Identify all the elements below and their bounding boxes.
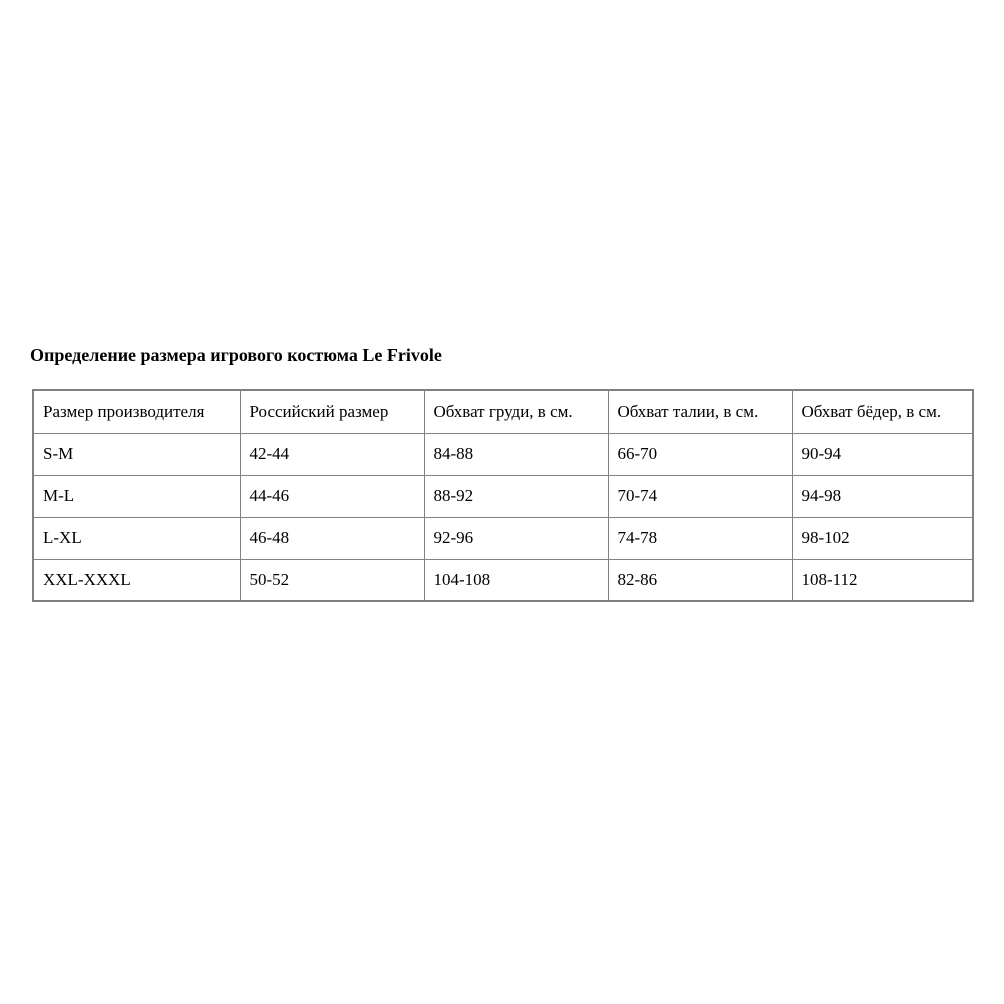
table-cell: 84-88 — [424, 433, 608, 475]
table-cell: 70-74 — [608, 475, 792, 517]
page-title: Определение размера игрового костюма Le Frivole — [30, 345, 442, 365]
header-cell-waist: Обхват талии, в см. — [608, 390, 792, 433]
table-cell: 66-70 — [608, 433, 792, 475]
header-cell-russian-size: Российский размер — [240, 390, 424, 433]
table-cell: 94-98 — [792, 475, 973, 517]
table-cell: S-M — [33, 433, 240, 475]
header-cell-chest: Обхват груди, в см. — [424, 390, 608, 433]
table-row — [33, 559, 973, 601]
table-cell: 104-108 — [424, 559, 608, 601]
header-cell-manufacturer-size: Размер производителя — [33, 390, 240, 433]
table-cell: 42-44 — [240, 433, 424, 475]
table-cell: 90-94 — [792, 433, 973, 475]
table-row — [33, 475, 973, 517]
table-cell: 108-112 — [792, 559, 973, 601]
table-cell: L-XL — [33, 517, 240, 559]
table-cell: 82-86 — [608, 559, 792, 601]
table-cell: XXL-XXXL — [33, 559, 240, 601]
table-cell: M-L — [33, 475, 240, 517]
size-chart-table — [32, 389, 974, 602]
header-cell-hips: Обхват бёдер, в см. — [792, 390, 973, 433]
table-cell: 88-92 — [424, 475, 608, 517]
table-cell: 50-52 — [240, 559, 424, 601]
table-cell: 92-96 — [424, 517, 608, 559]
table-cell: 44-46 — [240, 475, 424, 517]
table-header-row — [33, 390, 973, 433]
table-cell: 46-48 — [240, 517, 424, 559]
table-row — [33, 517, 973, 559]
table-cell: 74-78 — [608, 517, 792, 559]
table-row — [33, 433, 973, 475]
table-cell: 98-102 — [792, 517, 973, 559]
